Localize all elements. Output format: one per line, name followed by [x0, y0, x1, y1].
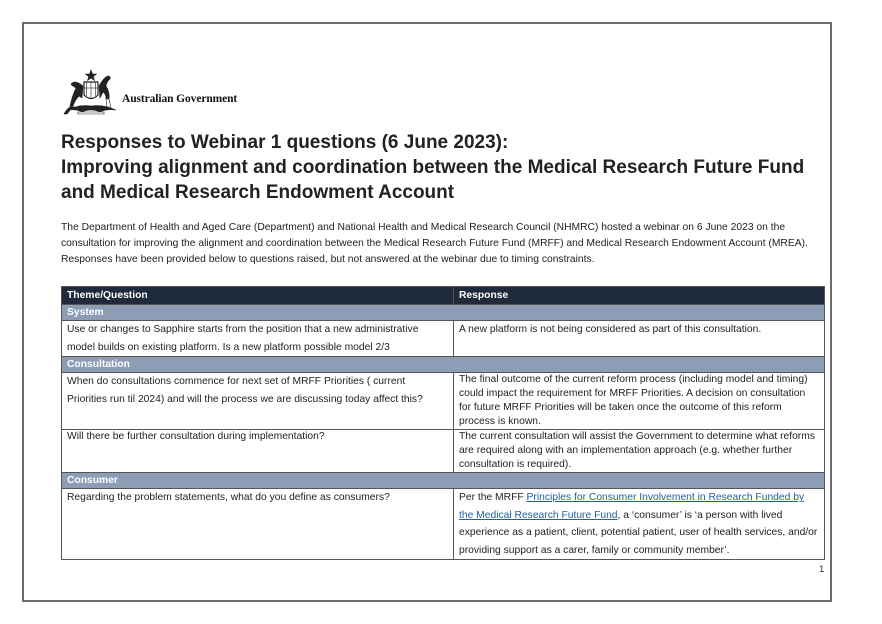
title-line-2: Improving alignment and coordination between the Medical Research Future Fund [61, 157, 805, 178]
section-row-consumer [62, 473, 825, 489]
table-row [62, 373, 825, 430]
document-page [22, 22, 832, 602]
question-cell: Use or changes to Sapphire starts from the position that a new administrative model builds on existing platform. Is a new platform possible model 2/3 [62, 321, 454, 357]
response-text-suffix: , a ‘consumer’ is ‘a person with lived experience as a patient, client, potential patient, user of health services, and/or providing support as a carer, family or community member’. [459, 509, 818, 556]
section-label: Consultation [62, 357, 825, 373]
question-cell: When do consultations commence for next set of MRFF Priorities ( current Priorities run til 2024) and will the process we are discussing today affect this? [62, 373, 454, 430]
page-title [61, 130, 821, 205]
section-row-system [62, 305, 825, 321]
column-header-response: Response [454, 287, 825, 305]
response-cell: The final outcome of the current reform process (including model and timing) could impact the requirement for MRFF Priorities. A decision on consultation for future MRFF Priorities will be taken once the outcome of this reform process is known. [454, 373, 825, 430]
table-row [62, 321, 825, 357]
question-cell: Regarding the problem statements, what do you define as consumers? [62, 489, 454, 560]
government-logo [62, 68, 237, 116]
section-row-consultation [62, 357, 825, 373]
section-label: Consumer [62, 473, 825, 489]
intro-paragraph: The Department of Health and Aged Care (Department) and National Health and Medical Research Council (NHMRC) hosted a webinar on 6 June 2023 on the consultation for improving the alignment and coordination between the Medical Research Future Fund (MRFF) and Medical Research Endowment Account (MREA). Responses have been provided below to questions raised, but not answered at the webinar due to timing constraints. [61, 222, 808, 265]
response-cell [454, 489, 825, 560]
coat-of-arms-icon [62, 68, 120, 116]
page-number: 1 [819, 564, 825, 575]
table-header-row [62, 287, 825, 305]
title-line-3: and Medical Research Endowment Account [61, 182, 455, 203]
column-header-question: Theme/Question [62, 287, 454, 305]
consumer-principles-link[interactable]: Principles for Consumer Involvement in Research Funded by the Medical Research Future Fund [459, 492, 805, 521]
government-name: Australian Government [122, 93, 238, 105]
title-line-1: Responses to Webinar 1 questions (6 June 2023): [61, 132, 509, 153]
qa-table [61, 286, 825, 560]
response-cell: The current consultation will assist the Government to determine what reforms are required along with an implementation approach (e.g. whether further consultation is required). [454, 430, 825, 473]
question-cell: Will there be further consultation during implementation? [62, 430, 454, 473]
table-row [62, 489, 825, 560]
table-row [62, 430, 825, 473]
response-cell: A new platform is not being considered as part of this consultation. [454, 321, 825, 357]
section-label: System [62, 305, 825, 321]
response-text-prefix: Per the MRFF [459, 492, 527, 503]
